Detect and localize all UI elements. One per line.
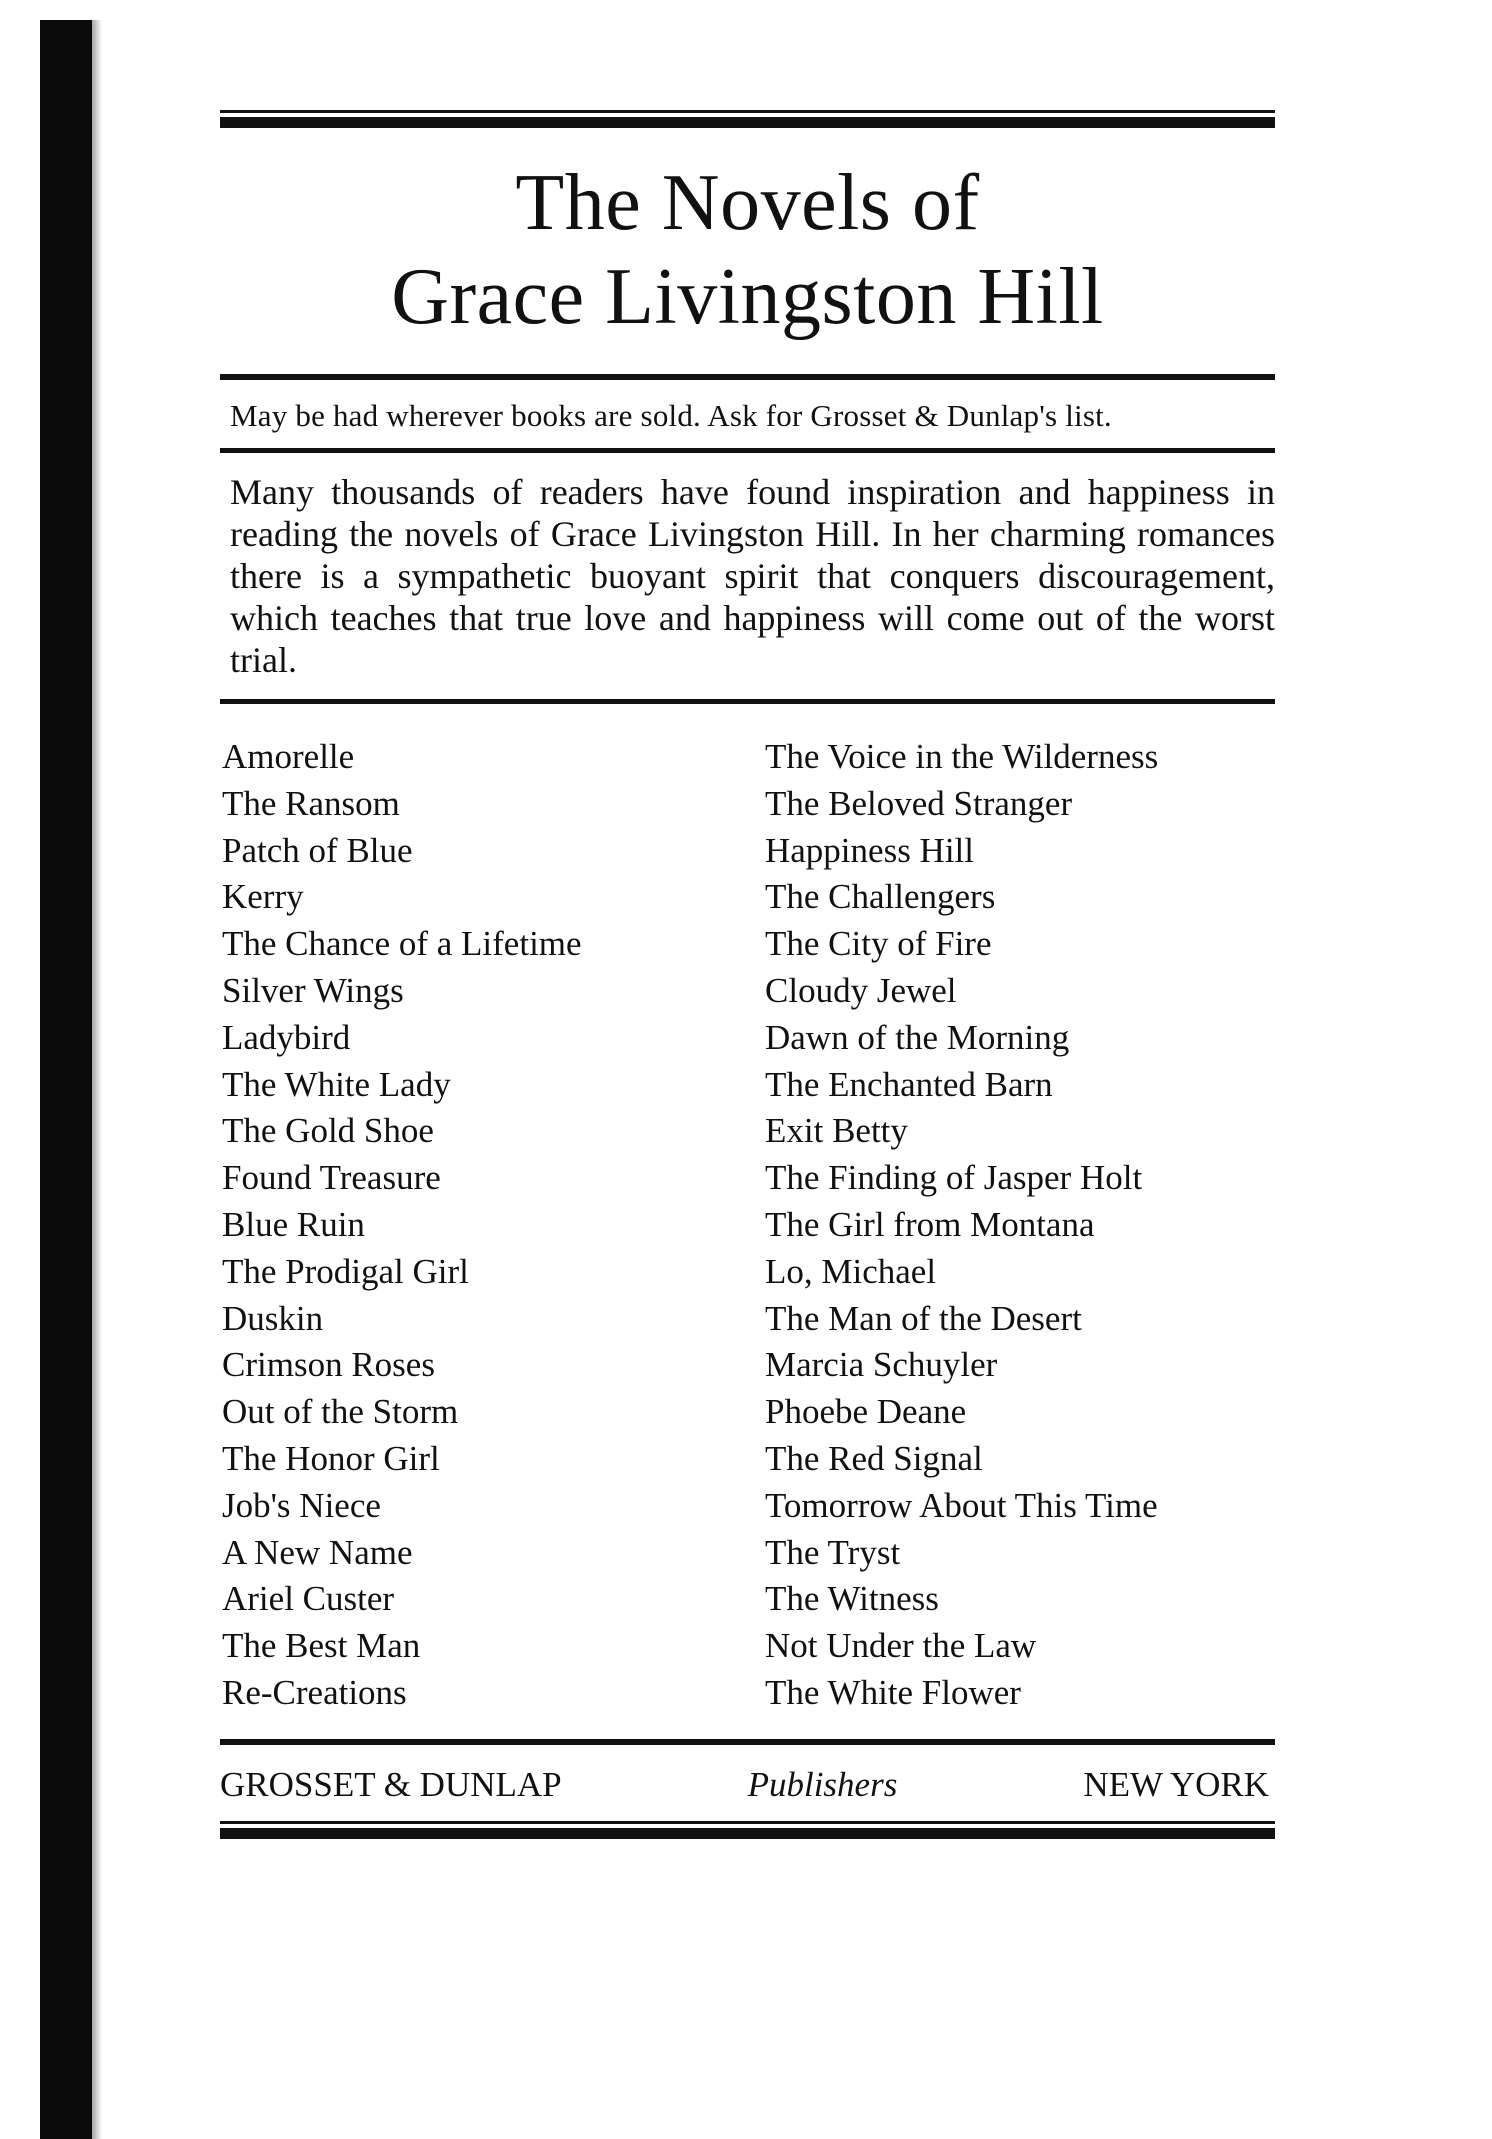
top-rule (220, 110, 1275, 128)
list-item: The Gold Shoe (222, 1111, 434, 1151)
list-item: The Ransom (222, 783, 400, 823)
list-item: The Girl from Montana (765, 1204, 1095, 1244)
list-item: Job's Niece (222, 1485, 381, 1525)
novel-list-left-column (220, 734, 762, 1717)
bottom-rule (220, 1821, 1275, 1839)
novel-list-right-column (765, 734, 1275, 1717)
publisher-footer (220, 1745, 1275, 1821)
list-item: Lo, Michael (765, 1251, 937, 1291)
list-item: The Finding of Jasper Holt (765, 1158, 1143, 1198)
list-item: The Best Man (222, 1626, 421, 1666)
list-item: Ladybird (222, 1017, 351, 1057)
publisher-role: Publishers (747, 1764, 898, 1804)
list-item: Not Under the Law (765, 1626, 1037, 1666)
list-item: Exit Betty (765, 1111, 908, 1151)
list-item: The Voice in the Wilderness (765, 737, 1159, 776)
list-item: The White Flower (765, 1672, 1021, 1712)
list-item: Marcia Schuyler (765, 1345, 998, 1385)
list-item: The Red Signal (765, 1438, 983, 1478)
publisher-city: NEW YORK (1083, 1764, 1269, 1804)
list-item: Dawn of the Morning (765, 1017, 1070, 1057)
list-item: The Challengers (765, 877, 996, 917)
page-title (220, 156, 1275, 344)
publisher-name: GROSSET & DUNLAP (220, 1764, 562, 1804)
list-item: Tomorrow About This Time (765, 1485, 1158, 1525)
list-item: The Tryst (765, 1532, 901, 1572)
list-item: The Man of the Desert (765, 1298, 1082, 1338)
list-item: Kerry (222, 877, 304, 917)
list-item: Blue Ruin (222, 1204, 365, 1244)
list-item: Patch of Blue (222, 830, 413, 870)
scan-binding-edge (40, 20, 92, 2139)
list-item: The City of Fire (765, 924, 992, 964)
list-item: Phoebe Deane (765, 1392, 967, 1432)
list-item: A New Name (222, 1532, 413, 1572)
novel-list (220, 704, 1275, 1739)
list-item: The Prodigal Girl (222, 1251, 469, 1291)
list-item: Re-Creations (222, 1672, 407, 1712)
list-item: The Honor Girl (222, 1438, 440, 1478)
list-item: The White Lady (222, 1064, 451, 1104)
list-item: Found Treasure (222, 1158, 441, 1198)
list-item: Cloudy Jewel (765, 970, 957, 1010)
title-line-2: Grace Livingston Hill (391, 253, 1104, 341)
list-item: Ariel Custer (222, 1579, 395, 1619)
title-line-1: The Novels of (515, 159, 980, 247)
list-item: The Witness (765, 1579, 939, 1619)
list-item: The Enchanted Barn (765, 1064, 1053, 1104)
list-item: Crimson Roses (222, 1345, 435, 1385)
scan-edge-shadow (92, 20, 102, 2139)
availability-notice: May be had wherever books are sold. Ask for Grosset & Dunlap's list. (230, 398, 1112, 433)
list-item: Amorelle (222, 737, 355, 776)
list-item: Happiness Hill (765, 830, 975, 870)
list-item: The Beloved Stranger (765, 783, 1073, 823)
list-item: Out of the Storm (222, 1392, 459, 1432)
list-item: Silver Wings (222, 970, 404, 1010)
list-item: Duskin (222, 1298, 324, 1338)
list-item: The Chance of a Lifetime (222, 924, 582, 964)
description-paragraph: Many thousands of readers have found inspiration and happiness in reading the novels of Grace Livingston Hill. In her charming romances there is a sympathetic buoyant spirit that conquers discouragement, which teaches that true love and happiness will come out of the worst trial. (230, 472, 1275, 680)
advertisement-page (220, 110, 1275, 1839)
